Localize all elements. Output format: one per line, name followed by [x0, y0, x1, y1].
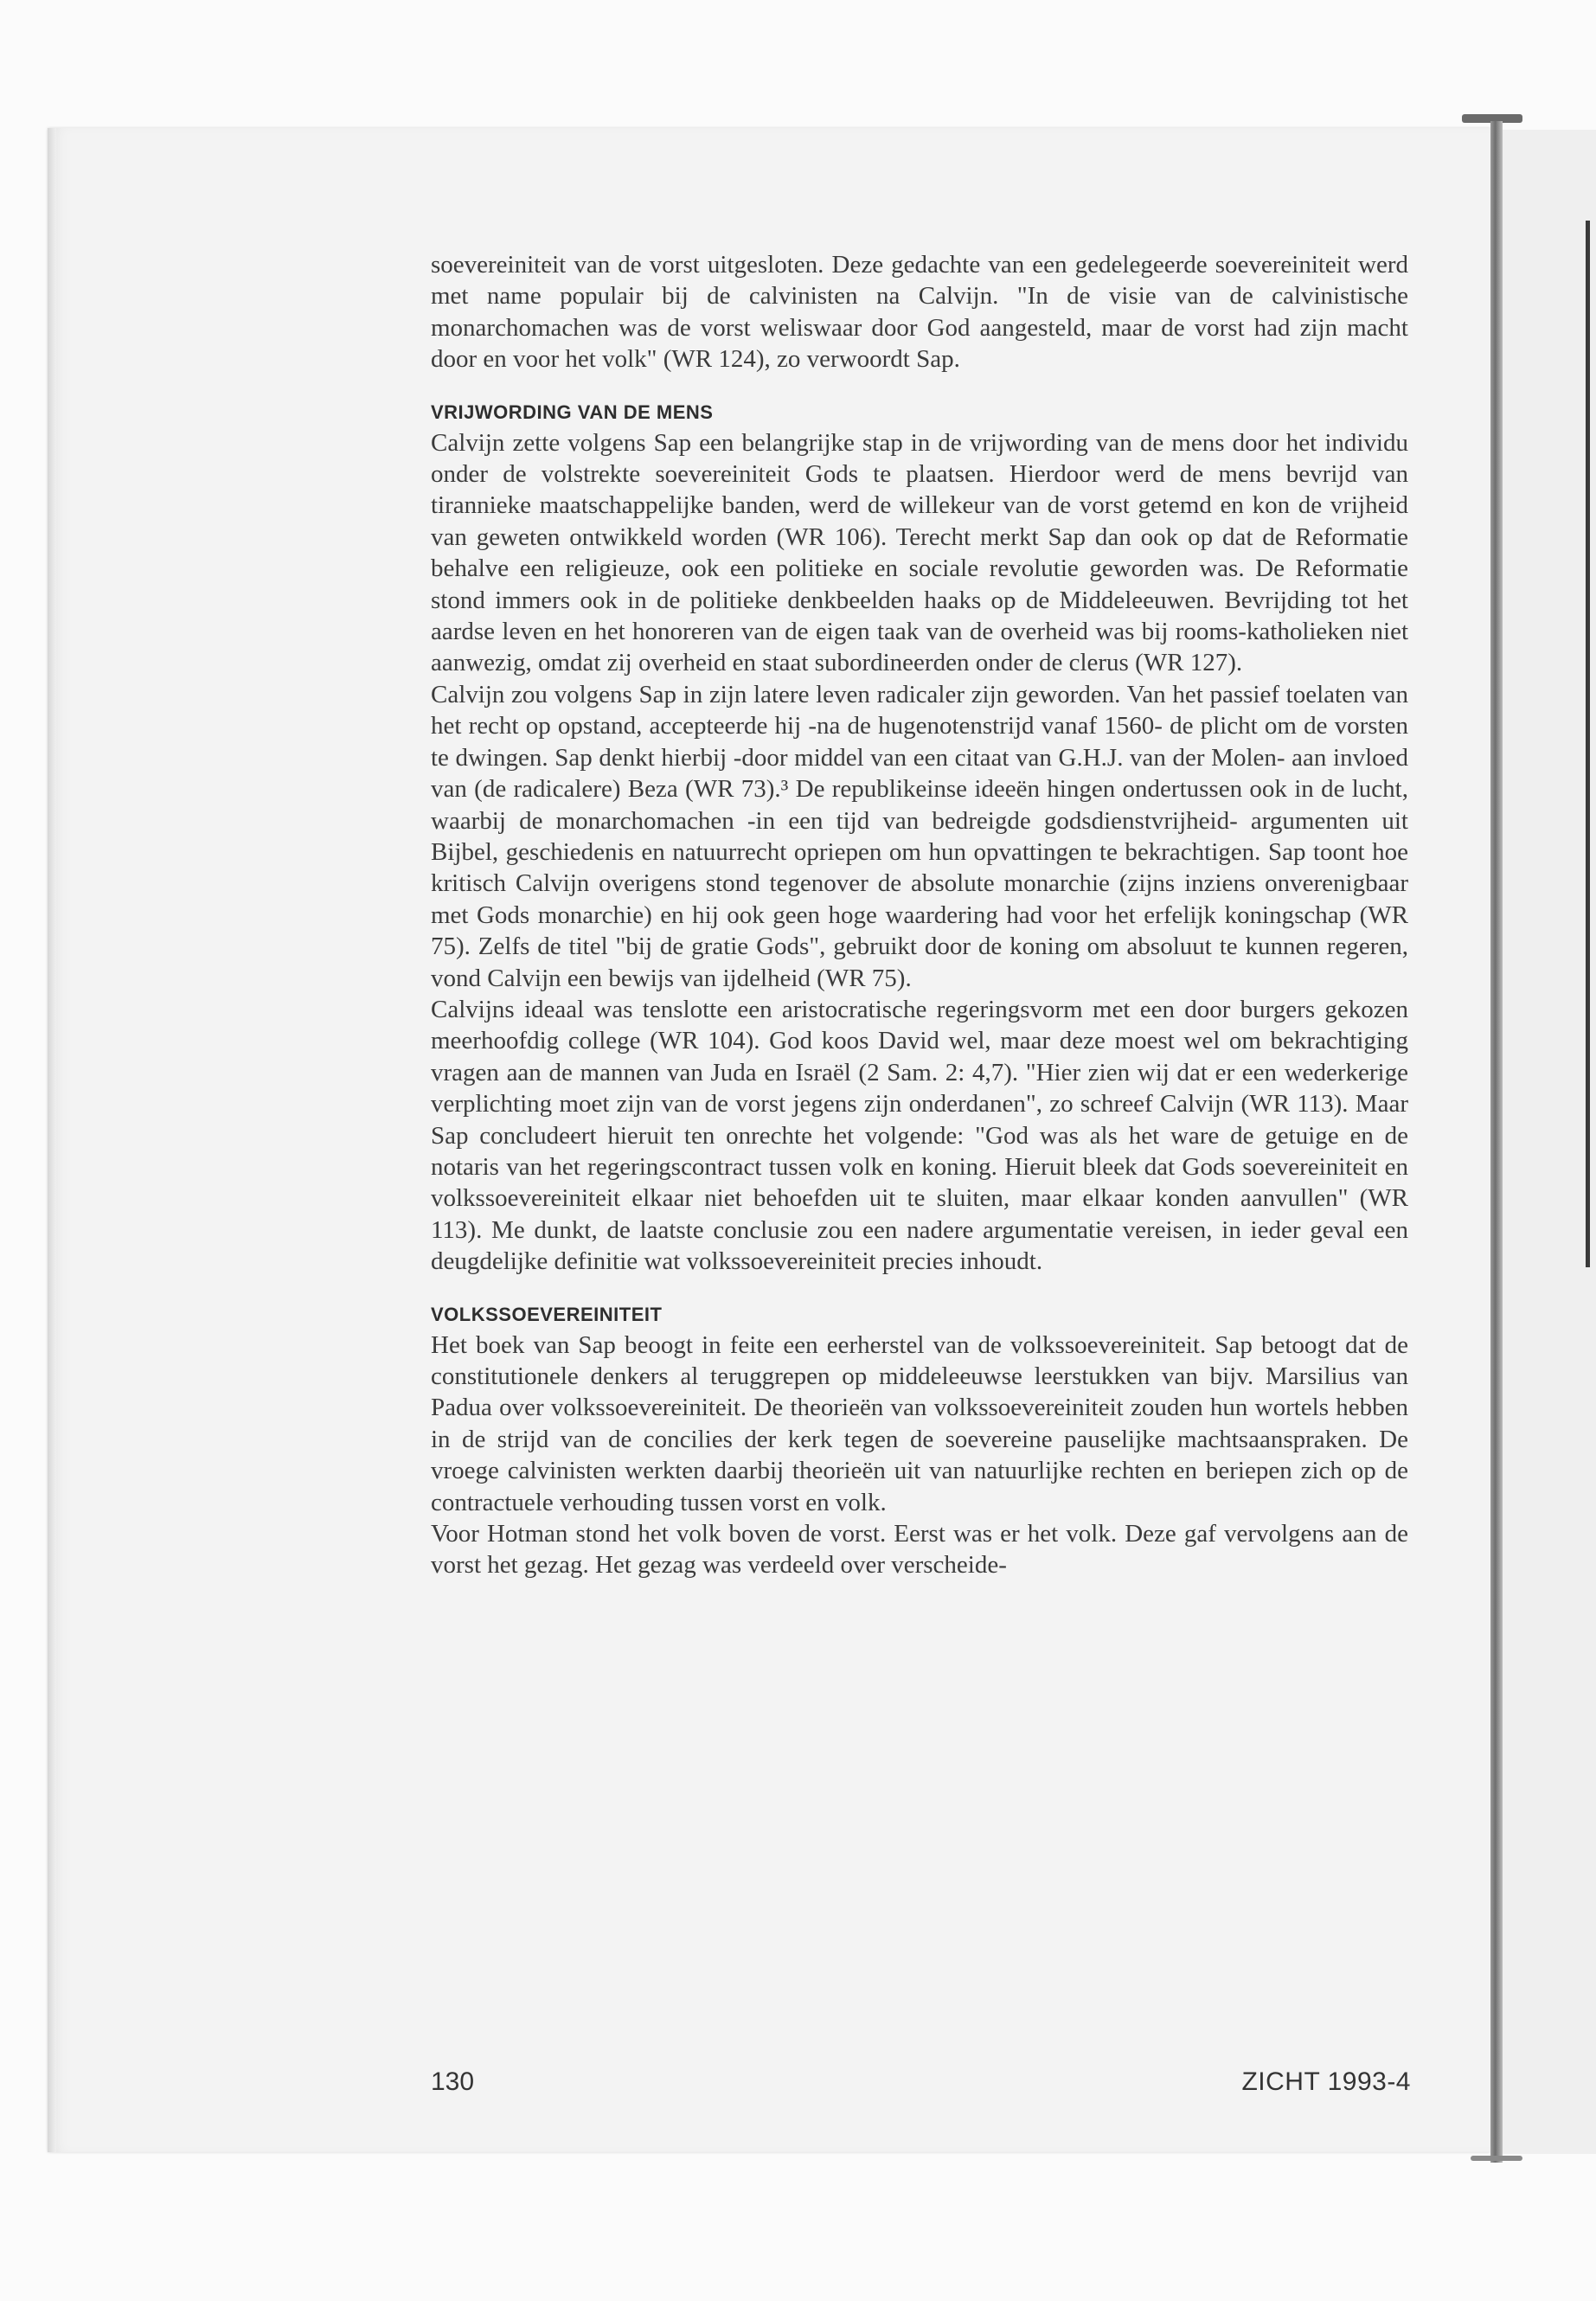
book-spine	[1490, 121, 1503, 2163]
paragraph: Het boek van Sap beoogt in feite een eerherstel van de volkssoevereiniteit. Sap betoogt dat de constitutionele denkers al teruggrepen op middeleeuwse leerstukken van bijv. Marsilius van Padua over volkssoevereiniteit. De theorieën van volkssoevereiniteit zouden hun wortels hebben in de strijd van de concilies der kerk tegen de soevereine pauselijke machtsaanspraken. De vroege calvinisten werkten daarbij theorieën uit van natuurlijke rechten en beriepen zich op de contractuele verhouding tussen vorst en volk.	[431, 1330, 1408, 1516]
intro-paragraph: soevereiniteit van de vorst uitgesloten. Deze gedachte van een gedelegeerde soevereiniteit werd met name populair bij de calvinisten na Calvijn. "In de visie van de calvinistische monarchomachen was de vorst weliswaar door God aangesteld, maar de vorst had zijn macht door en voor het volk" (WR 124), zo verwoordt Sap.	[431, 251, 1408, 374]
section-heading-vrijwording: VRIJWORDING VAN DE MENS	[431, 401, 714, 423]
paragraph: Calvijn zette volgens Sap een belangrijke stap in de vrijwording van de mens door het individu onder de volstrekte soevereiniteit Gods te plaatsen. Hierdoor werd de mens bevrijd van tirannieke maatschappelijke banden, werd de willekeur van de vorst getemd en kon de vrijheid van geweten ontwikkeld worden (WR 106). Terecht merkt Sap dan ook op dat de Reformatie behalve een religieuze, ook een politieke en sociale revolutie geworden was. De Reformatie stond immers ook in de politieke denkbeelden haaks op de Middeleeuwen. Bevrijding tot het aardse leven en het honoreren van de eigen taak van de overheid was bij rooms-katholieken niet aanwezig, omdat zij overheid en staat subordineerden onder de clerus (WR 127).	[431, 428, 1408, 677]
binding-clip-bottom	[1471, 2156, 1522, 2161]
page-gutter-shadow	[48, 128, 56, 2152]
article-body	[431, 249, 1408, 1581]
adjacent-page-edge	[1503, 130, 1596, 2154]
journal-issue: ZICHT 1993-4	[1241, 2067, 1411, 2096]
section-heading-volkssoevereiniteit: VOLKSSOEVEREINITEIT	[431, 1303, 663, 1325]
paragraph: Calvijn zou volgens Sap in zijn latere leven radicaler zijn geworden. Van het passief toelaten van het recht op opstand, accepteerde hij -na de hugenotenstrijd vanaf 1560- de plicht om de vorsten te dwingen. Sap denkt hierbij -door middel van een citaat van G.H.J. van der Molen- aan invloed van (de radicalere) Beza (WR 73).³ De republikeinse ideeën hingen ondertussen ook in de lucht, waarbij de monarchomachen -in een tijd van bedreigde godsdienstvrijheid- argumenten uit Bijbel, geschiedenis en natuurrecht opriepen om hun opvattingen te bekrachtigen. Sap toont hoe kritisch Calvijn overigens stond tegenover de absolute monarchie (zijns inziens onverenigbaar met Gods monarchie) en hij ook geen hoge waardering had voor het erfelijk koningschap (WR 75). Zelfs de titel "bij de gratie Gods", gebruikt door de koning om absoluut te kunnen regeren, vond Calvijn een bewijs van ijdelheid (WR 75).	[431, 680, 1408, 992]
magazine-page	[48, 128, 1490, 2152]
paragraph: Voor Hotman stond het volk boven de vorst. Eerst was er het volk. Deze gaf vervolgens aan de vorst het gezag. Het gezag was verdeeld over verscheide-	[431, 1520, 1408, 1580]
page-number: 130	[431, 2067, 475, 2096]
adjacent-page-rule	[1586, 221, 1590, 1267]
paragraph: Calvijns ideaal was tenslotte een aristocratische regeringsvorm met een door burgers gekozen meerhoofdig college (WR 104). God koos David wel, maar deze moest wel om bekrachtiging vragen aan de mannen van Juda en Israël (2 Sam. 2: 4,7). "Hier zien wij dat er een wederkerige verplichting moet zijn van de vorst jegens zijn onderdanen", zo schreef Calvijn (WR 113). Maar Sap concludeert hieruit ten onrechte het volgende: "God was als het ware de getuige en de notaris van het regeringscontract tussen volk en koning. Hieruit bleek dat Gods soevereiniteit en volkssoevereiniteit elkaar niet behoefden uit te sluiten, maar elkaar konden aanvullen" (WR 113). Me dunkt, de laatste conclusie zou een nadere argumentatie vereisen, in ieder geval een deugdelijke definitie wat volkssoevereiniteit precies inhoudt.	[431, 995, 1408, 1276]
